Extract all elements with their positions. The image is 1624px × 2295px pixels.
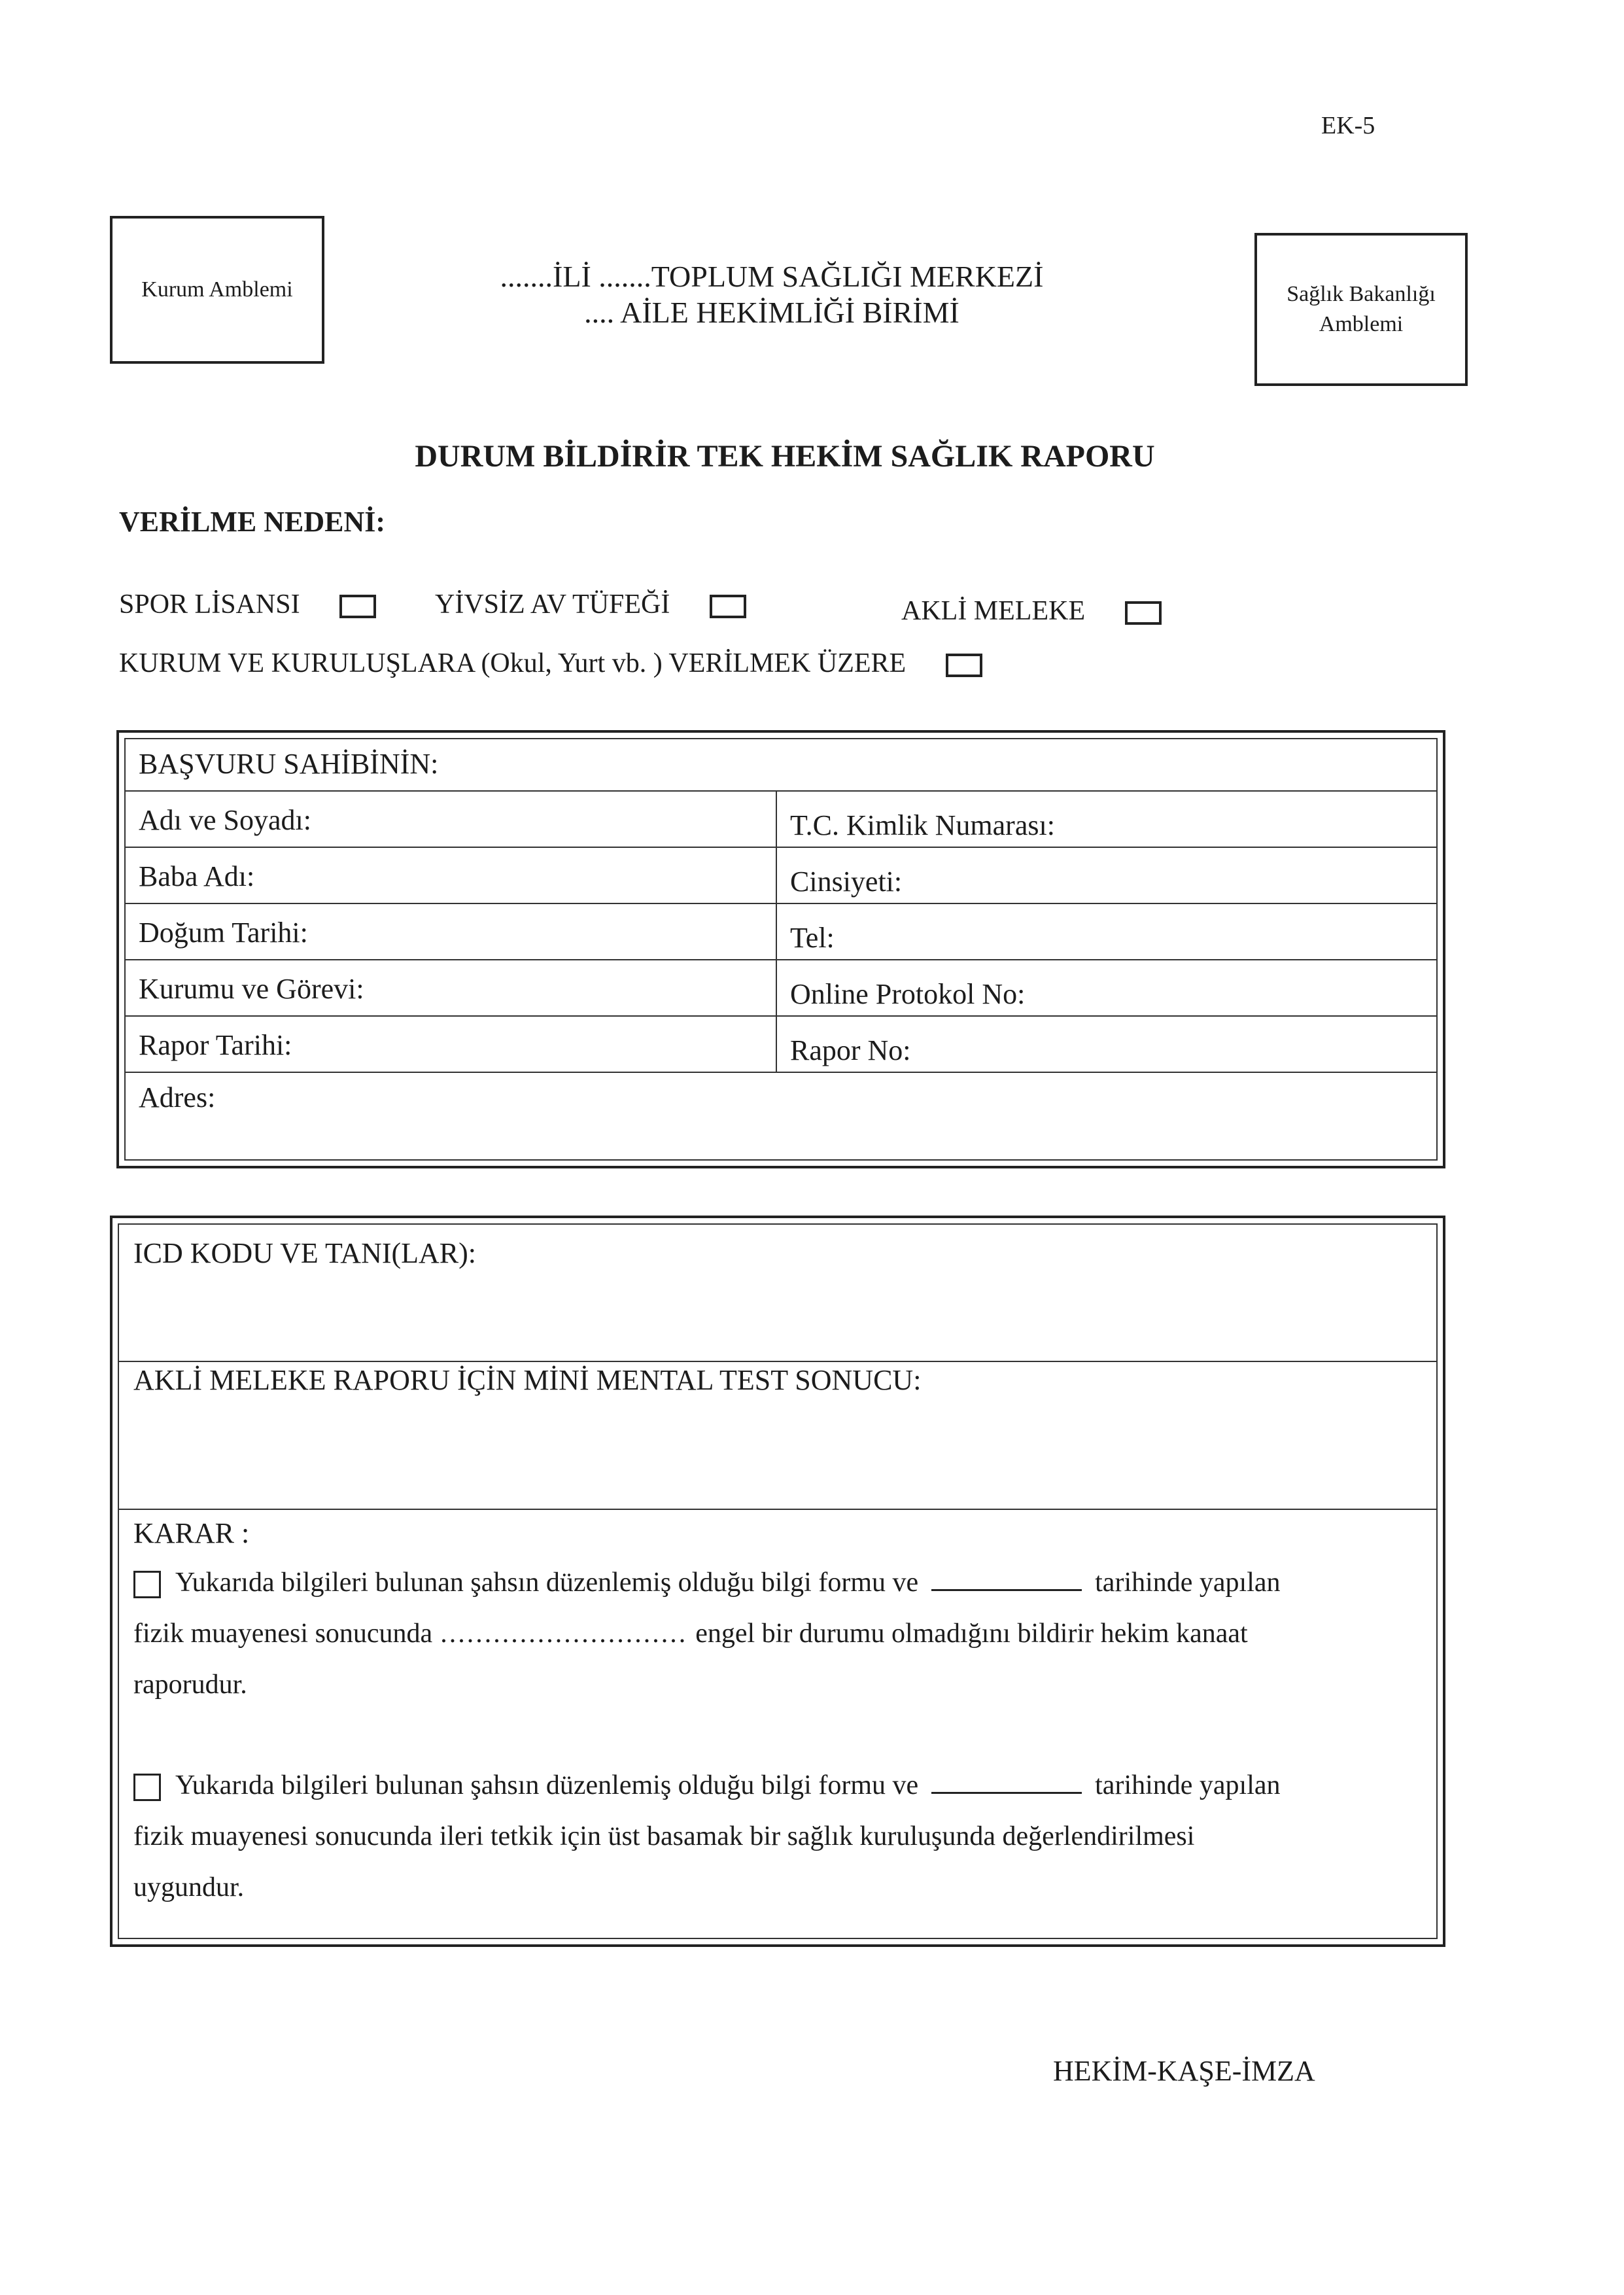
date-blank-2[interactable] <box>931 1792 1082 1794</box>
decision-option-1-checkbox[interactable] <box>133 1571 161 1598</box>
decision-option-2 <box>133 1760 1435 1913</box>
field-address: Adres: <box>139 1081 216 1113</box>
institution-emblem-placeholder <box>110 216 324 364</box>
reason-option-institutions <box>119 648 982 679</box>
field-report-no: Rapor No: <box>790 1034 911 1066</box>
institution-header <box>366 258 1177 330</box>
sports-license-checkbox[interactable] <box>339 595 376 618</box>
option-label: KURUM VE KURULUŞLARA (Okul, Yurt vb. ) VERİLMEK ÜZERE <box>119 648 907 678</box>
decision-option-2-line1-start: Yukarıda bilgileri bulunan şahsın düzenlemiş olduğu bilgi formu ve <box>175 1770 919 1800</box>
ministry-emblem-placeholder <box>1254 233 1468 386</box>
field-national-id: T.C. Kimlik Numarası: <box>790 809 1055 841</box>
header-line-1: .......İLİ .......TOPLUM SAĞLIĞI MERKEZİ <box>500 260 1044 293</box>
field-phone: Tel: <box>790 922 835 954</box>
decision-option-1-line2-start: fizik muayenesi sonucunda <box>133 1619 433 1649</box>
decision-label: KARAR : <box>133 1517 250 1549</box>
applicant-info-table <box>116 730 1445 1168</box>
applicant-section-title: BAŞVURU SAHİBİNİN: <box>139 748 439 780</box>
decision-option-2-checkbox[interactable] <box>133 1774 161 1801</box>
icd-code-label: ICD KODU VE TANI(LAR): <box>133 1237 477 1269</box>
mental-capacity-checkbox[interactable] <box>1125 601 1162 625</box>
decision-option-2-line2: fizik muayenesi sonucunda ileri tetkik için üst basamak bir sağlık kuruluşunda değerlendirilmesi <box>133 1821 1195 1851</box>
ministry-emblem-label-1: Sağlık Bakanlığı <box>1287 282 1436 307</box>
field-online-protocol-no: Online Protokol No: <box>790 978 1026 1010</box>
field-gender: Cinsiyeti: <box>790 866 903 898</box>
field-birth-date: Doğum Tarihi: <box>139 917 308 949</box>
report-title: DURUM BİLDİRİR TEK HEKİM SAĞLIK RAPORU <box>415 439 1155 474</box>
ministry-emblem-label-2: Amblemi <box>1319 312 1404 336</box>
decision-option-1-line1-start: Yukarıda bilgileri bulunan şahsın düzenlemiş olduğu bilgi formu ve <box>175 1568 919 1598</box>
reason-label: VERİLME NEDENİ: <box>119 506 386 538</box>
decision-option-2-line3: uygundur. <box>133 1872 245 1902</box>
mini-mental-test-label: AKLİ MELEKE RAPORU İÇİN MİNİ MENTAL TEST SONUCU: <box>133 1364 922 1396</box>
header-line-2: .... AİLE HEKİMLİĞİ BİRİMİ <box>584 296 959 330</box>
reason-option-sports-license <box>119 589 376 620</box>
institutions-checkbox[interactable] <box>946 654 982 677</box>
decision-option-1 <box>133 1557 1435 1710</box>
document-code: EK-5 <box>1321 112 1375 139</box>
option-label: YİVSİZ AV TÜFEĞİ <box>435 589 670 620</box>
field-institution-position: Kurumu ve Görevi: <box>139 973 364 1005</box>
field-name-surname: Adı ve Soyadı: <box>139 804 311 836</box>
option-label: SPOR LİSANSI <box>119 589 300 620</box>
reason-option-mental-capacity <box>901 595 1162 627</box>
reason-option-hunting-rifle <box>435 589 746 620</box>
diagnosis-decision-table <box>110 1216 1445 1947</box>
doctor-stamp-signature-label: HEKİM-KAŞE-İMZA <box>1053 2055 1315 2087</box>
condition-dots-blank[interactable]: ............................ <box>440 1619 688 1649</box>
decision-option-1-line2-end: engel bir durumu olmadığını bildirir hekim kanaat <box>695 1619 1248 1649</box>
decision-option-2-line1-end: tarihinde yapılan <box>1095 1770 1281 1800</box>
hunting-rifle-checkbox[interactable] <box>710 595 746 618</box>
field-father-name: Baba Adı: <box>139 860 255 892</box>
date-blank-1[interactable] <box>931 1589 1082 1591</box>
field-report-date: Rapor Tarihi: <box>139 1029 292 1061</box>
decision-option-1-line1-end: tarihinde yapılan <box>1095 1568 1281 1598</box>
option-label: AKLİ MELEKE <box>901 596 1086 626</box>
decision-option-1-line3: raporudur. <box>133 1670 247 1700</box>
institution-emblem-label: Kurum Amblemi <box>141 277 293 302</box>
